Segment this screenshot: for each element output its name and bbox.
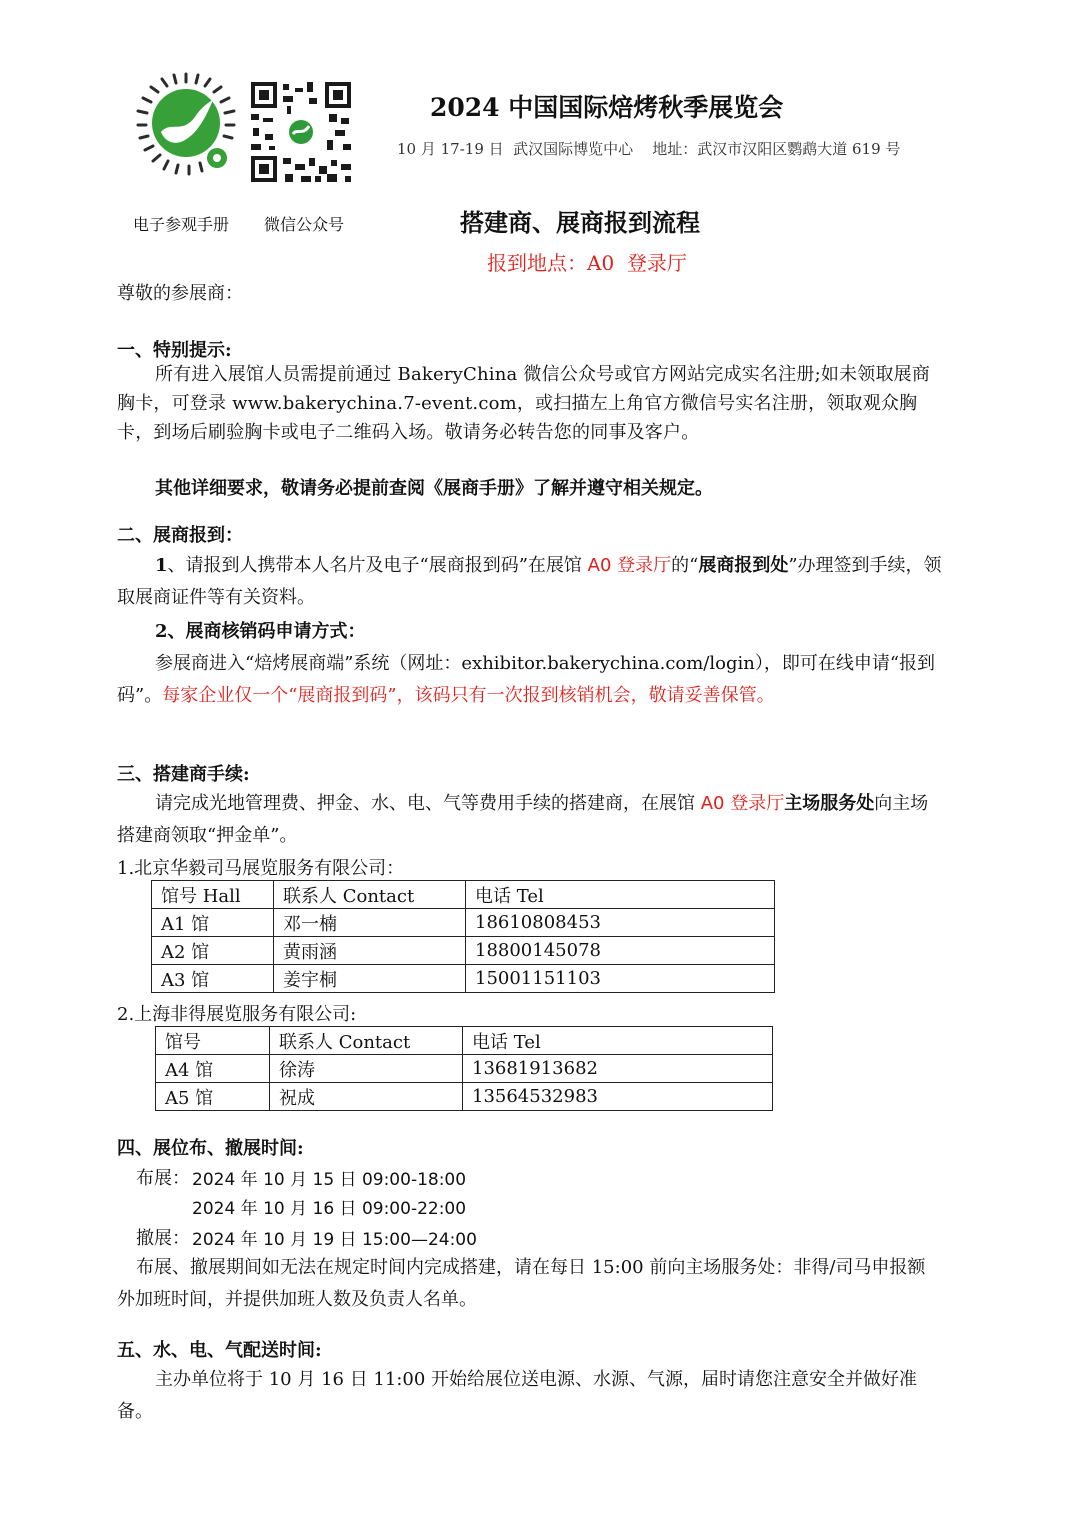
section5-heading: 五、水、电、气配送时间: — [117, 1340, 322, 1361]
table-cell: 徐涛 — [270, 1055, 463, 1083]
section4-body: 布展、撤展期间如无法在规定时间内完成搭建，请在每日 15:00 前向主场服务处：非得/司马申报额外加班时间，并提供加班人数及负责人名单。 — [117, 1257, 926, 1310]
company1-name: 1.北京华毅司马展览服务有限公司： — [117, 858, 405, 879]
greeting: 尊敬的参展商： — [117, 283, 243, 304]
table-cell: 电话 Tel — [463, 1027, 773, 1055]
table-cell: 黄雨涵 — [274, 937, 466, 965]
exhibition-title: 2024 中国国际焙烤秋季展览会 — [430, 93, 784, 122]
item1-text-b: 的“ — [671, 555, 699, 576]
table-row — [156, 1083, 773, 1111]
table-cell: A3 馆 — [152, 965, 274, 993]
table-row — [156, 1055, 773, 1083]
section3-heading: 三、搭建商手续: — [117, 764, 250, 785]
table-cell: A2 馆 — [152, 937, 274, 965]
item1-text-c: ”办理签到手续，领取展商证件等有关资料。 — [117, 555, 942, 608]
qr-left-caption: 电子参观手册 — [133, 215, 230, 234]
table-cell: 15001151103 — [466, 965, 775, 993]
section1-heading: 一、特别提示: — [117, 340, 232, 361]
section2-item1 — [117, 550, 942, 614]
table-cell: 祝成 — [270, 1083, 463, 1111]
item1-desk: 展商报到处 — [698, 555, 789, 576]
section1-body: 所有进入展馆人员需提前通过 BakeryChina 微信公众号或官方网站完成实名注册;如未领取展商胸卡，可登录 www.bakerychina.7-event.com，或扫描左上角官方微信号实名注册，领取观众胸卡，到场后刷验胸卡或电子二维码入场。敬请务必转告您的同事及客户。 — [117, 364, 931, 443]
section3-desk: 主场服务处 — [784, 793, 875, 814]
mini-program-qr-code — [133, 70, 239, 178]
company2-name: 2.上海非得展览服务有限公司: — [117, 1004, 357, 1025]
setup-label: 布展： — [136, 1168, 190, 1189]
item1-location: A0 登录厅 — [587, 555, 672, 576]
table-cell: 13681913682 — [463, 1055, 773, 1083]
item2-text: 参展商进入“焙烤展商端”系统（网址：exhibitor.bakerychina.com/login），即可在线申请“报到码”。 — [117, 653, 936, 706]
section2-item2-heading: 2、展商核销码申请方式： — [155, 621, 366, 642]
contact-table-1 — [151, 880, 775, 993]
table-row — [152, 965, 775, 993]
exhibition-subtitle: 10 月 17-19 日 武汉国际博览中心 地址：武汉市汉阳区鹦鹉大道 619 号 — [397, 140, 901, 158]
setup-time-2: 2024 年 10 月 16 日 09:00-22:00 — [192, 1199, 467, 1219]
item2-warning: 每家企业仅一个“展商报到码”，该码只有一次报到核销机会，敬请妥善保管。 — [162, 685, 775, 706]
table-cell: A1 馆 — [152, 909, 274, 937]
item1-text-a: 、请报到人携带本人名片及电子“展商报到码”在展馆 — [167, 555, 588, 576]
table-cell: A5 馆 — [156, 1083, 270, 1111]
section3-text-a: 请完成光地管理费、押金、水、电、气等费用手续的搭建商，在展馆 — [155, 793, 701, 814]
table-cell: 馆号 Hall — [152, 881, 274, 909]
table-row — [152, 909, 775, 937]
table-cell: A4 馆 — [156, 1055, 270, 1083]
section1-note: 其他详细要求，敬请务必提前查阅《展商手册》了解并遵守相关规定。 — [155, 478, 713, 499]
teardown-time: 2024 年 10 月 19 日 15:00—24:00 — [192, 1230, 477, 1250]
setup-time-1: 2024 年 10 月 15 日 09:00-18:00 — [192, 1170, 467, 1190]
teardown-label: 撤展： — [136, 1228, 190, 1249]
table-cell: 电话 Tel — [466, 881, 775, 909]
section3-body — [117, 788, 942, 852]
section2-heading: 二、展商报到： — [117, 525, 243, 546]
section3-location: A0 登录厅 — [700, 793, 785, 814]
wechat-official-account-qr-code — [249, 80, 353, 184]
section2-item2-body — [117, 648, 942, 712]
table-header-row — [152, 881, 775, 909]
table-cell: 18800145078 — [466, 937, 775, 965]
table-cell: 邓一楠 — [274, 909, 466, 937]
table-cell: 联系人 Contact — [270, 1027, 463, 1055]
table-cell: 馆号 — [156, 1027, 270, 1055]
section3-text-b: 向主场搭建商领取“押金单”。 — [117, 793, 929, 846]
section5-body: 主办单位将于 10 月 16 日 11:00 开始给展位送电源、水源、气源，届时请您注意安全并做好准备。 — [117, 1369, 918, 1422]
doc-title: 搭建商、展商报到流程 — [460, 208, 700, 237]
qr-right-caption: 微信公众号 — [264, 215, 345, 234]
item1-number: 1 — [155, 555, 168, 576]
table-row — [152, 937, 775, 965]
contact-table-2 — [155, 1026, 773, 1111]
table-cell: 13564532983 — [463, 1083, 773, 1111]
table-cell: 18610808453 — [466, 909, 775, 937]
table-header-row — [156, 1027, 773, 1055]
table-cell: 姜宇桐 — [274, 965, 466, 993]
table-cell: 联系人 Contact — [274, 881, 466, 909]
registration-location: 报到地点：A0 登录厅 — [487, 251, 687, 275]
section4-heading: 四、展位布、撤展时间: — [117, 1138, 304, 1159]
